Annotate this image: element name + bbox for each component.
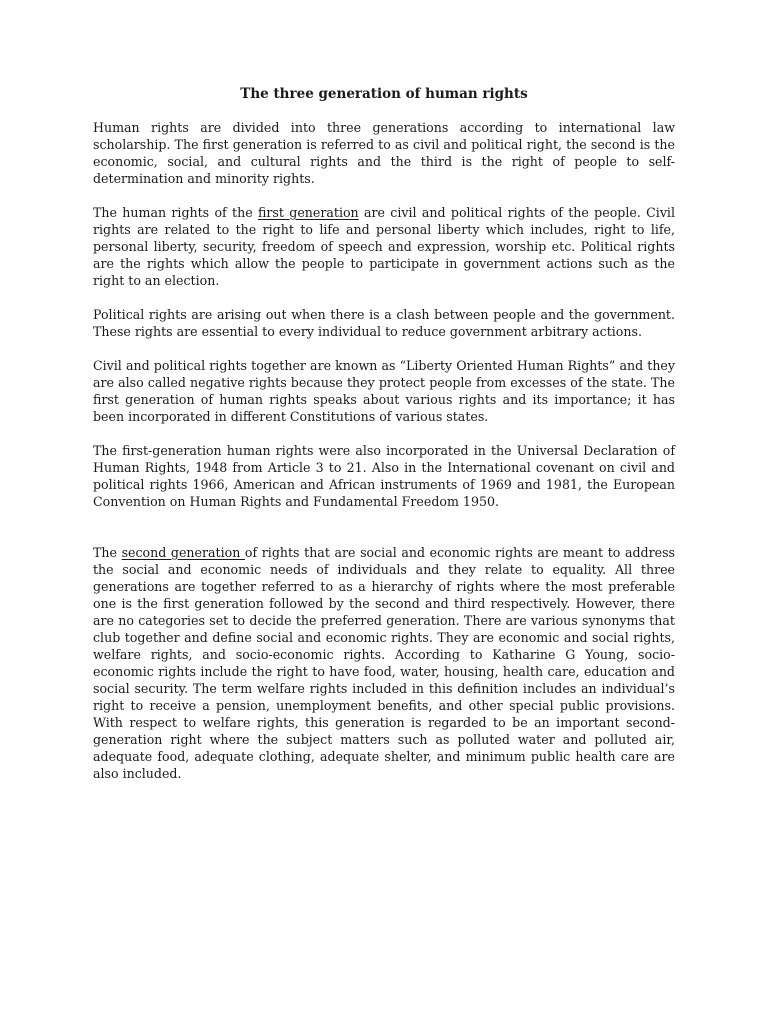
- paragraph-text: The first-generation human rights were also incorporated in the Universal Declaration of Human Rights, 1948 from Article 3 to 21. Also in the International covenant on civil and political rights 1966, American and African instruments of 1969 and 1981, the European Convention on Human Rights and Fundamental Freedom 1950.: [93, 443, 675, 509]
- paragraph-second-generation: [93, 544, 675, 782]
- paragraph-intro: [93, 119, 675, 187]
- document-title: The three generation of human rights: [240, 86, 528, 102]
- paragraph-text: of rights that are social and economic rights are meant to address the social and economic needs of individuals and they relate to equality. All three generations are together referred to as a hierarchy of rights where the most preferable one is the first generation followed by the second and third respectively. However, there are no categories set to decide the preferred generation. There are various synonyms that club together and define social and economic rights. They are economic and social rights, welfare rights, and socio-economic rights. According to Katharine G Young, socio-economic rights include the right to have food, water, housing, health care, education and social security. The term welfare rights included in this definition includes an individual’s right to receive a pension, unemployment benefits, and other special public provisions. With respect to welfare rights, this generation is regarded to be an important second-generation right where the subject matters such as polluted water and polluted air, adequate food, adequate clothing, adequate shelter, and minimum public health care are also included.: [93, 545, 675, 781]
- paragraph-first-generation: [93, 204, 675, 289]
- paragraph-text: Political rights are arising out when there is a clash between people and the government. These rights are essential to every individual to reduce government arbitrary actions.: [93, 307, 675, 339]
- paragraph-text: The: [93, 545, 122, 560]
- paragraph-political-rights: [93, 306, 675, 340]
- paragraph-text: Civil and political rights together are known as “Liberty Oriented Human Rights” and they are also called negative rights because they protect people from excesses of the state. The first generation of human rights speaks about various rights and its importance; it has been incorporated in different Constitutions of various states.: [93, 358, 675, 424]
- underlined-term-first-generation: first generation: [258, 205, 359, 220]
- document-content: [93, 86, 675, 799]
- paragraph-text: Human rights are divided into three generations according to international law scholarship. The first generation is referred to as civil and political right, the second is the economic, social, and cultural rights and the third is the right of people to self-determination and minority rights.: [93, 120, 675, 186]
- paragraph-liberty-oriented: [93, 357, 675, 425]
- paragraph-udhr: [93, 442, 675, 510]
- underlined-term-second-generation: second generation: [121, 545, 245, 560]
- paragraph-text: are civil and political rights of the people. Civil rights are related to the right to life and personal liberty which includes, right to life, personal liberty, security, freedom of speech and expression, worship etc. Political rights are the rights which allow the people to participate in government actions such as the right to an election.: [93, 205, 675, 288]
- paragraph-text: The human rights of the: [93, 205, 258, 220]
